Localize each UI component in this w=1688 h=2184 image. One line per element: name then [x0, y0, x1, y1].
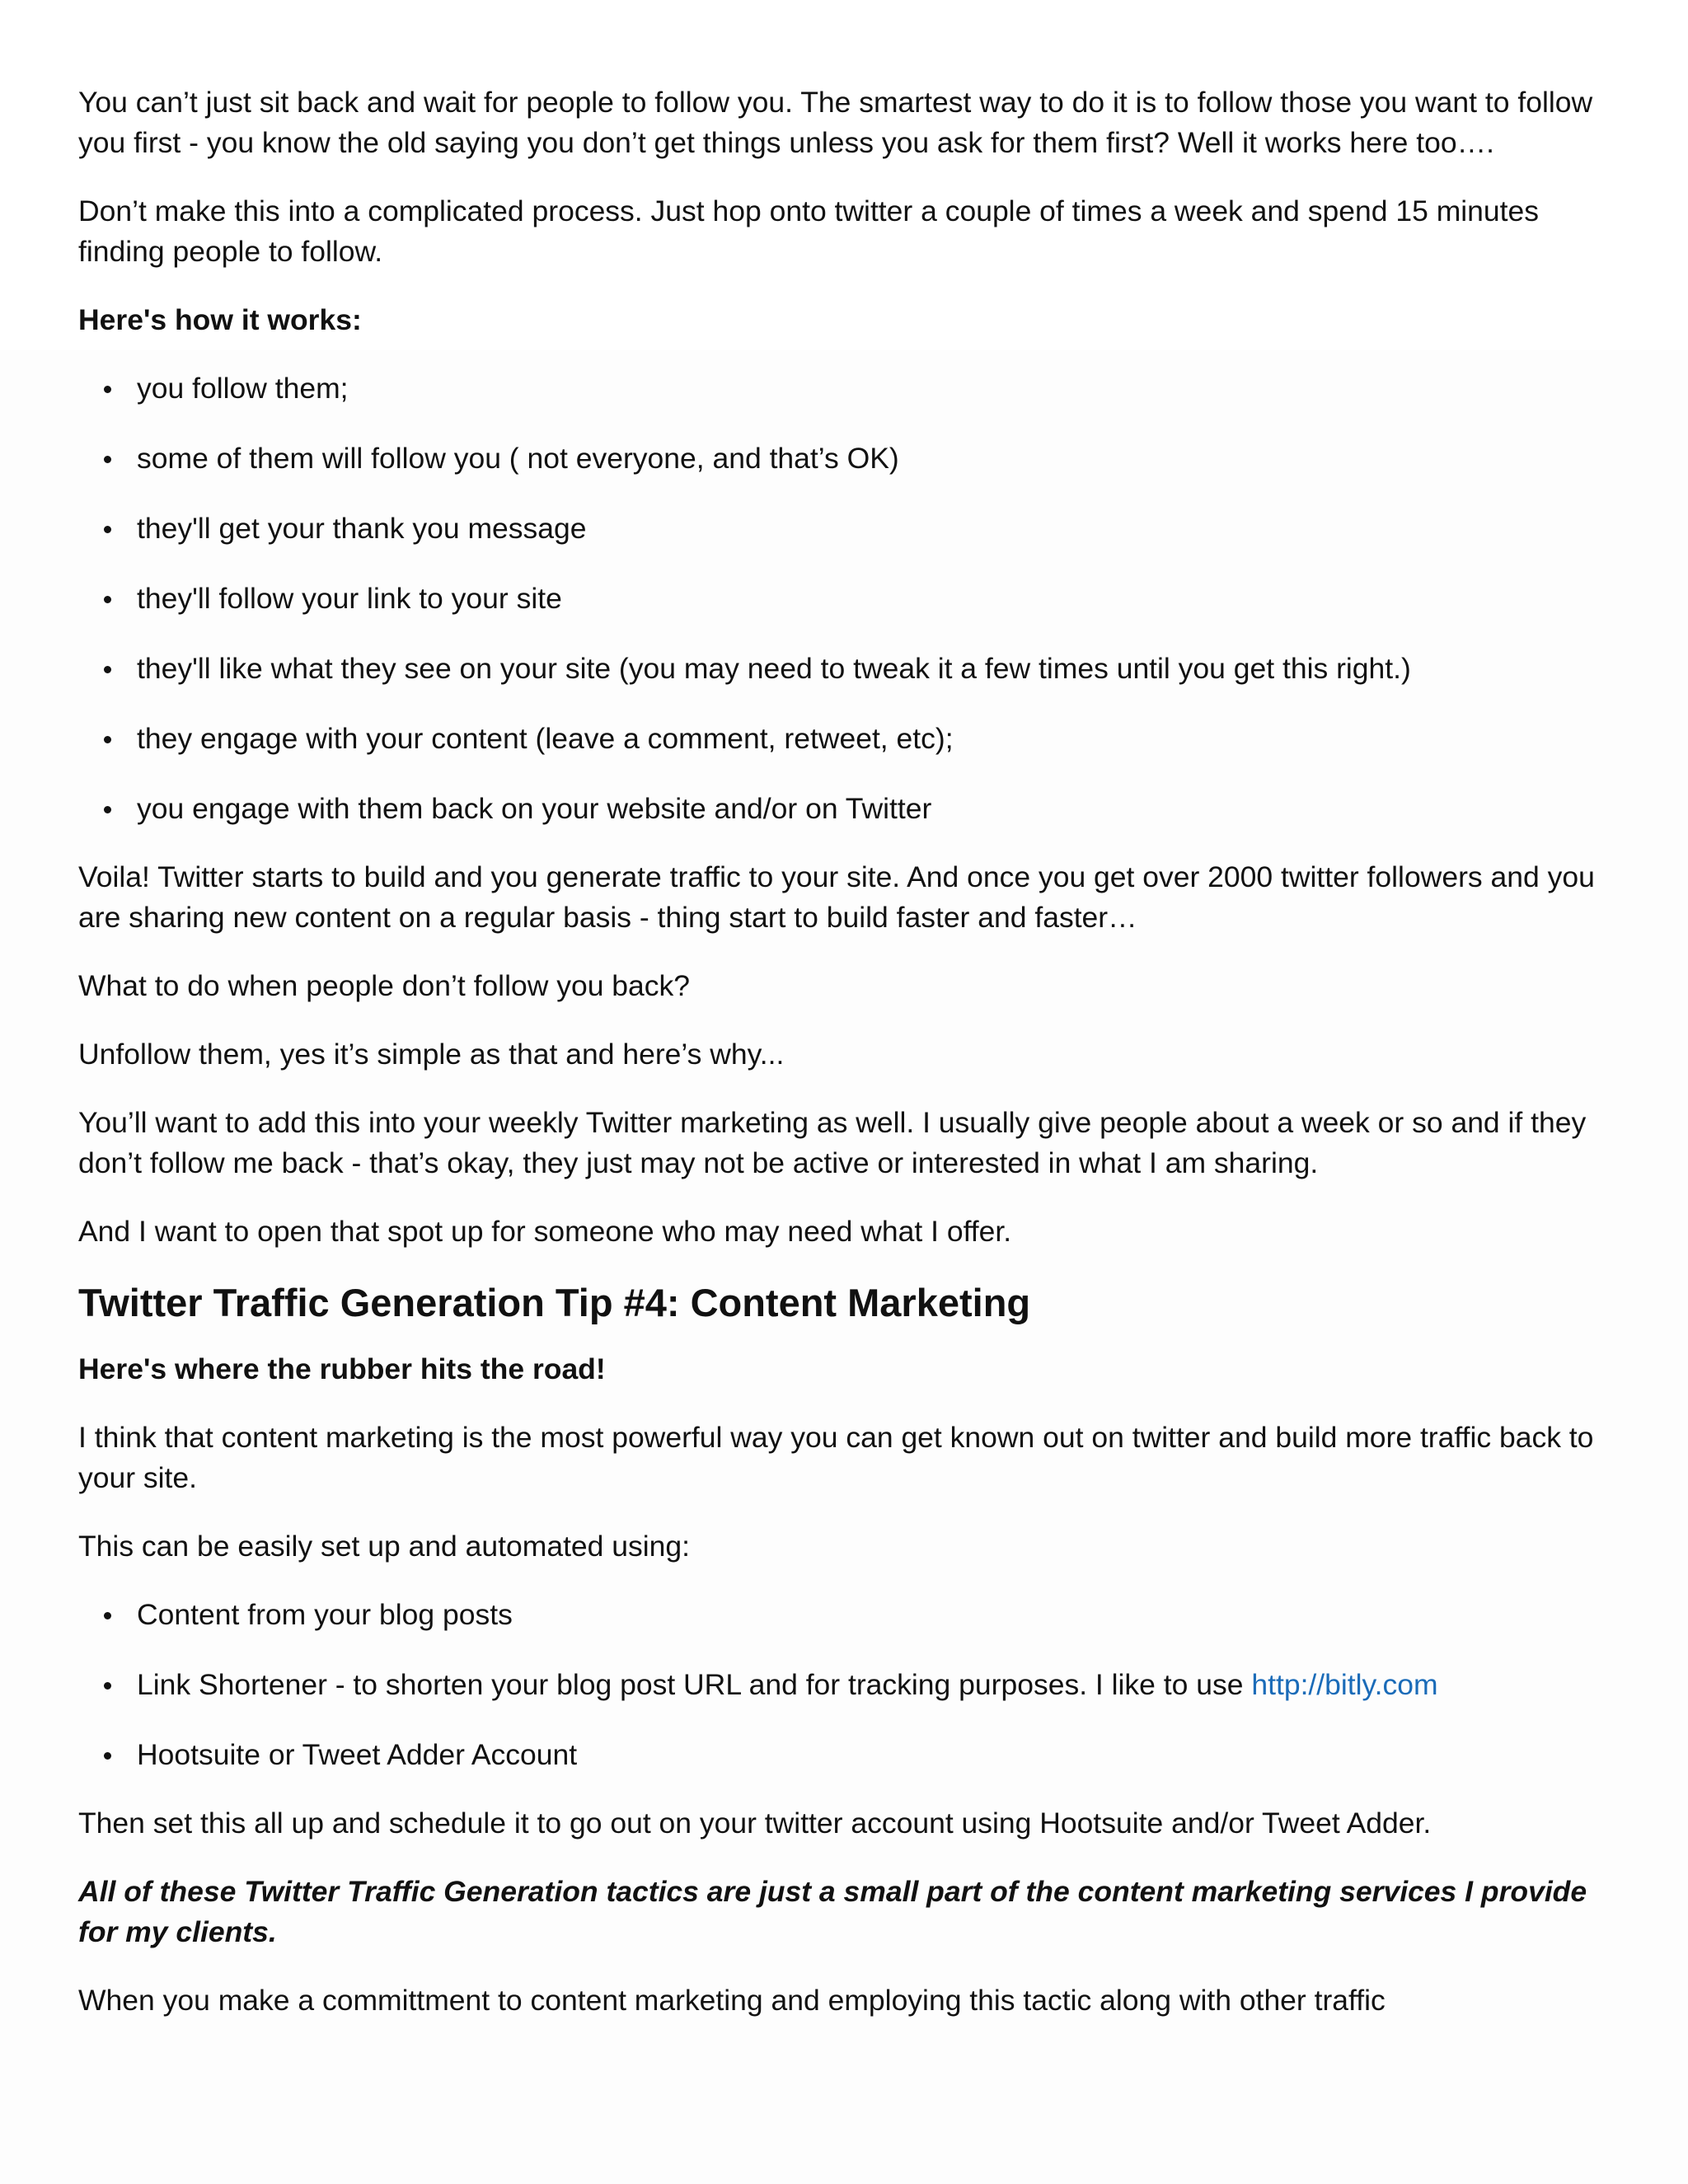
link-shortener-text: Link Shortener - to shorten your blog post URL and for tracking purposes. I like to use — [137, 1668, 1252, 1701]
document-page — [78, 82, 1628, 2049]
how-it-works-heading: Here's how it works: — [78, 303, 362, 336]
list-item-hootsuite: Hootsuite or Tweet Adder Account — [78, 1735, 1628, 1775]
dont-follow-back-question: What to do when people don’t follow you back? — [78, 969, 691, 1002]
list-item: they engage with your content (leave a comment, retweet, etc); — [78, 719, 1628, 759]
unfollow-paragraph: Unfollow them, yes it’s simple as that and here’s why... — [78, 1038, 785, 1071]
list-item-link-shortener — [78, 1665, 1628, 1705]
open-spot-paragraph: And I want to open that spot up for someone who may need what I offer. — [78, 1215, 1012, 1248]
list-item: you engage with them back on your website and/or on Twitter — [78, 789, 1628, 829]
list-item: they'll follow your link to your site — [78, 579, 1628, 619]
how-it-works-list — [78, 368, 1628, 829]
list-item: some of them will follow you ( not everyone, and that’s OK) — [78, 438, 1628, 479]
list-item: they'll get your thank you message — [78, 509, 1628, 549]
automated-using-paragraph: This can be easily set up and automated using: — [78, 1530, 691, 1563]
list-item: they'll like what they see on your site (you may need to tweak it a few times until you get this right.) — [78, 649, 1628, 689]
content-marketing-paragraph: I think that content marketing is the most powerful way you can get known out on twitter and build more traffic back to your site. — [78, 1421, 1594, 1494]
services-emphasis-paragraph: All of these Twitter Traffic Generation tactics are just a small part of the content marketing services I provide for my clients. — [78, 1875, 1587, 1948]
intro-paragraph-1: You can’t just sit back and wait for people to follow you. The smartest way to do it is to follow those you want to follow you first - you know the old saying you don’t get things unless you ask for them first? Well it works here too…. — [78, 86, 1593, 159]
intro-paragraph-2: Don’t make this into a complicated process. Just hop onto twitter a couple of times a week and spend 15 minutes finding people to follow. — [78, 194, 1540, 268]
list-item-blog-posts: Content from your blog posts — [78, 1595, 1628, 1635]
tip-4-heading: Twitter Traffic Generation Tip #4: Content Marketing — [78, 1281, 1031, 1324]
schedule-paragraph: Then set this all up and schedule it to go out on your twitter account using Hootsuite and/or Tweet Adder. — [78, 1807, 1432, 1840]
bitly-link[interactable]: http://bitly.com — [1251, 1668, 1438, 1701]
list-item: you follow them; — [78, 368, 1628, 409]
rubber-road-subheading: Here's where the rubber hits the road! — [78, 1352, 606, 1385]
voila-paragraph: Voila! Twitter starts to build and you generate traffic to your site. And once you get over 2000 twitter followers and you are sharing new content on a regular basis - thing start to build faster and faster… — [78, 860, 1595, 934]
tools-list — [78, 1595, 1628, 1775]
commitment-paragraph: When you make a committment to content marketing and employing this tactic along with other traffic — [78, 1984, 1386, 2017]
weekly-marketing-paragraph: You’ll want to add this into your weekly Twitter marketing as well. I usually give people about a week or so and if they don’t follow me back - that’s okay, they just may not be active or interested in what I am sharing. — [78, 1106, 1587, 1179]
document-content — [78, 82, 1628, 2021]
